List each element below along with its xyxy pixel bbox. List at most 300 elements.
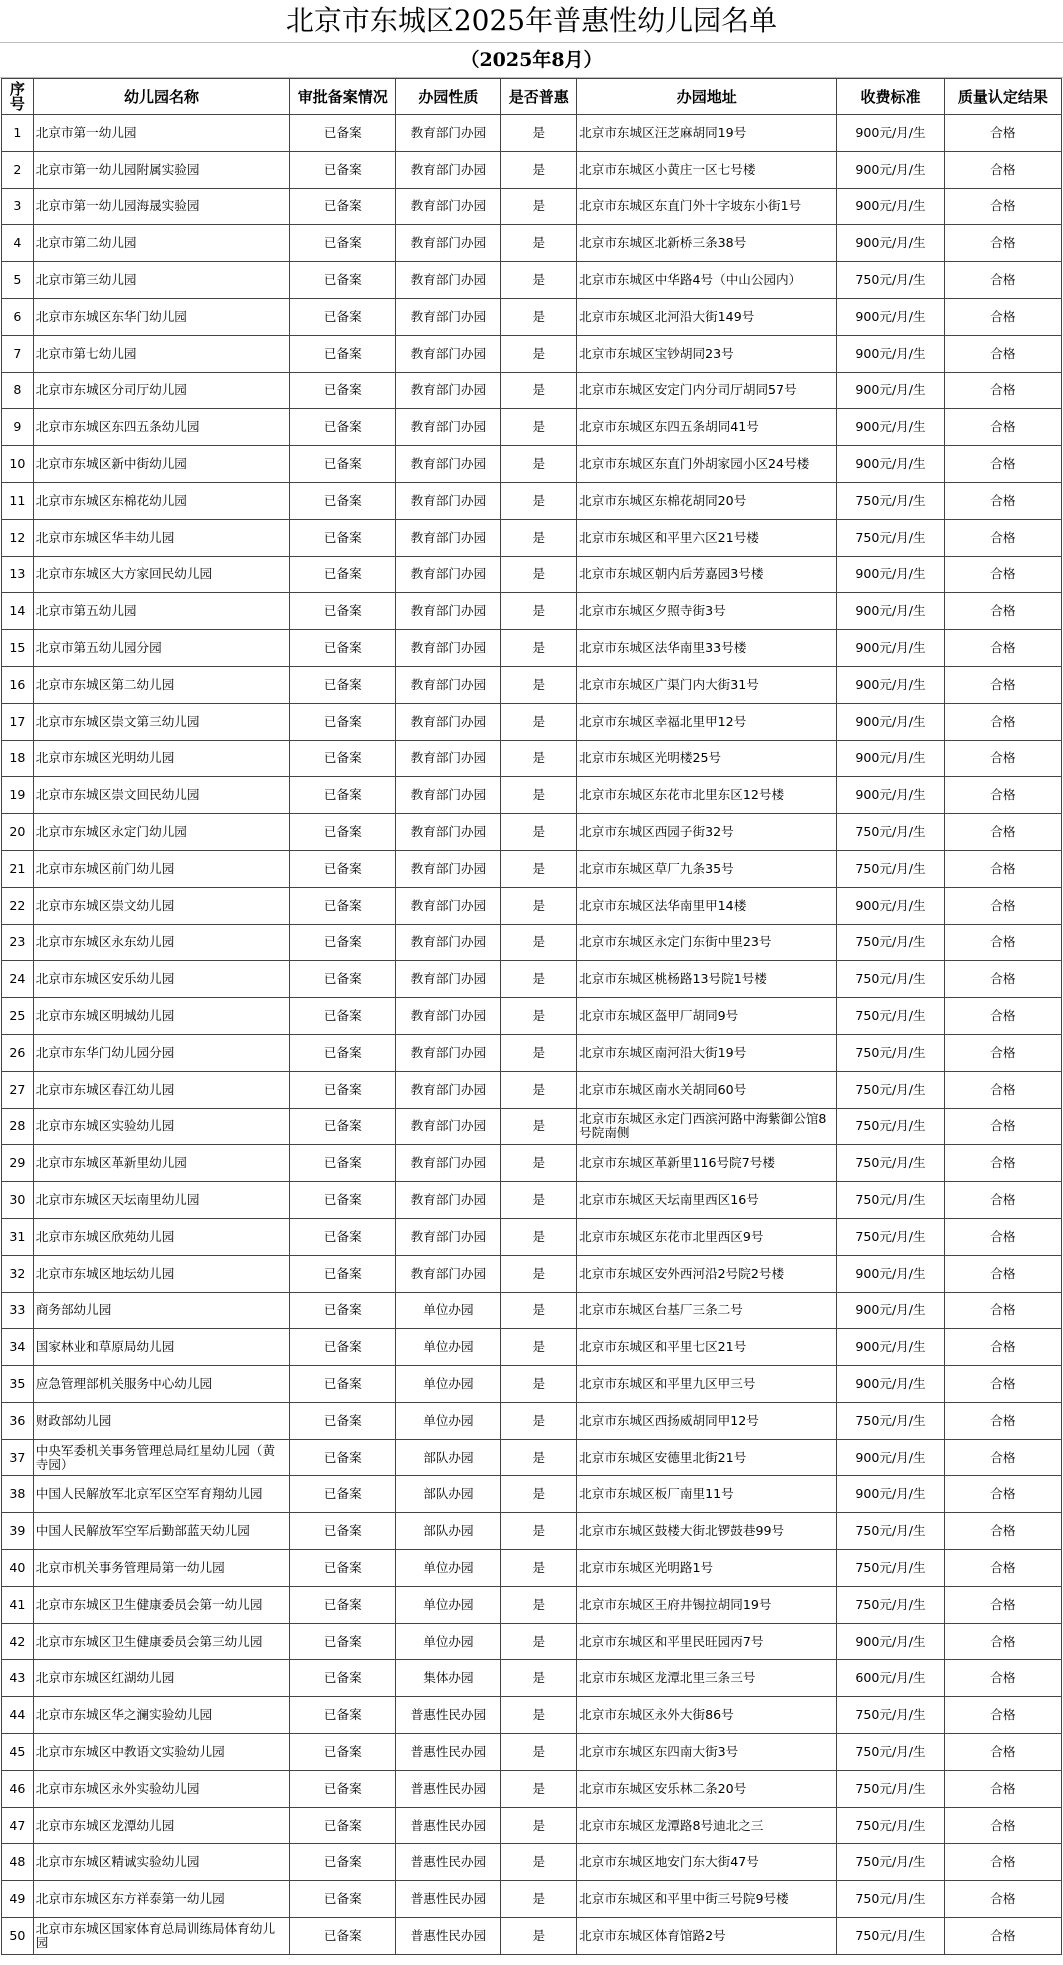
cell-approval: 已备案: [290, 1292, 396, 1329]
cell-inclusive: 是: [501, 1513, 577, 1550]
cell-approval: 已备案: [290, 887, 396, 924]
page-title: 北京市东城区2025年普惠性幼儿园名单: [0, 0, 1063, 43]
cell-type: 教育部门办园: [396, 115, 501, 152]
cell-approval: 已备案: [290, 1660, 396, 1697]
cell-fee: 900元/月/生: [837, 1623, 944, 1660]
cell-seq: 44: [2, 1697, 34, 1734]
cell-seq: 8: [2, 372, 34, 409]
cell-address: 北京市东城区朝内后芳嘉园3号楼: [577, 556, 837, 593]
table-row: [2, 556, 1062, 593]
cell-seq: 24: [2, 961, 34, 998]
cell-seq: 48: [2, 1844, 34, 1881]
cell-quality: 合格: [944, 1218, 1061, 1255]
cell-approval: 已备案: [290, 1329, 396, 1366]
cell-quality: 合格: [944, 482, 1061, 519]
table-row: [2, 262, 1062, 299]
cell-seq: 4: [2, 225, 34, 262]
cell-seq: 42: [2, 1623, 34, 1660]
cell-inclusive: 是: [501, 335, 577, 372]
cell-inclusive: 是: [501, 777, 577, 814]
cell-address: 北京市东城区宝钞胡同23号: [577, 335, 837, 372]
cell-inclusive: 是: [501, 1402, 577, 1439]
cell-seq: 10: [2, 446, 34, 483]
table-row: [2, 593, 1062, 630]
cell-inclusive: 是: [501, 924, 577, 961]
cell-name: 国家林业和草原局幼儿园: [33, 1329, 289, 1366]
cell-seq: 45: [2, 1734, 34, 1771]
cell-approval: 已备案: [290, 703, 396, 740]
cell-approval: 已备案: [290, 593, 396, 630]
cell-type: 普惠性民办园: [396, 1881, 501, 1918]
table-row: [2, 335, 1062, 372]
cell-seq: 22: [2, 887, 34, 924]
cell-fee: 900元/月/生: [837, 188, 944, 225]
cell-type: 单位办园: [396, 1366, 501, 1403]
cell-address: 北京市东城区安定门内分司厅胡同57号: [577, 372, 837, 409]
cell-seq: 19: [2, 777, 34, 814]
cell-name: 北京市东城区大方家回民幼儿园: [33, 556, 289, 593]
cell-name: 北京市东城区实验幼儿园: [33, 1108, 289, 1145]
cell-quality: 合格: [944, 1329, 1061, 1366]
cell-type: 教育部门办园: [396, 1182, 501, 1219]
header-type: 办园性质: [396, 79, 501, 115]
cell-address: 北京市东城区小黄庄一区七号楼: [577, 151, 837, 188]
cell-name: 北京市东城区欣苑幼儿园: [33, 1218, 289, 1255]
table-row: [2, 1513, 1062, 1550]
cell-name: 北京市东城区安乐幼儿园: [33, 961, 289, 998]
cell-quality: 合格: [944, 1550, 1061, 1587]
cell-seq: 35: [2, 1366, 34, 1403]
table-row: [2, 1807, 1062, 1844]
cell-inclusive: 是: [501, 115, 577, 152]
cell-quality: 合格: [944, 850, 1061, 887]
cell-name: 北京市第一幼儿园海晟实验园: [33, 188, 289, 225]
cell-name: 北京市东城区永外实验幼儿园: [33, 1770, 289, 1807]
cell-fee: 900元/月/生: [837, 298, 944, 335]
cell-inclusive: 是: [501, 151, 577, 188]
cell-seq: 3: [2, 188, 34, 225]
cell-inclusive: 是: [501, 887, 577, 924]
cell-quality: 合格: [944, 887, 1061, 924]
table-row: [2, 961, 1062, 998]
cell-type: 教育部门办园: [396, 630, 501, 667]
table-row: [2, 850, 1062, 887]
cell-approval: 已备案: [290, 1734, 396, 1771]
table-row: [2, 1071, 1062, 1108]
cell-quality: 合格: [944, 151, 1061, 188]
cell-approval: 已备案: [290, 777, 396, 814]
cell-seq: 33: [2, 1292, 34, 1329]
cell-name: 北京市东城区永定门幼儿园: [33, 814, 289, 851]
cell-address: 北京市东城区地安门东大街47号: [577, 1844, 837, 1881]
cell-fee: 750元/月/生: [837, 1034, 944, 1071]
table-row: [2, 446, 1062, 483]
cell-fee: 750元/月/生: [837, 262, 944, 299]
table-row: [2, 1292, 1062, 1329]
header-address: 办园地址: [577, 79, 837, 115]
cell-approval: 已备案: [290, 1881, 396, 1918]
cell-fee: 750元/月/生: [837, 814, 944, 851]
cell-seq: 41: [2, 1586, 34, 1623]
cell-type: 教育部门办园: [396, 409, 501, 446]
cell-name: 北京市东城区东四五条幼儿园: [33, 409, 289, 446]
cell-address: 北京市东城区和平里民旺园丙7号: [577, 1623, 837, 1660]
cell-name: 北京市东城区卫生健康委员会第三幼儿园: [33, 1623, 289, 1660]
cell-address: 北京市东城区东直门外胡家园小区24号楼: [577, 446, 837, 483]
cell-quality: 合格: [944, 1476, 1061, 1513]
cell-approval: 已备案: [290, 1218, 396, 1255]
cell-inclusive: 是: [501, 1366, 577, 1403]
cell-approval: 已备案: [290, 1439, 396, 1476]
table-row: [2, 740, 1062, 777]
table-body: [2, 115, 1062, 1955]
cell-fee: 900元/月/生: [837, 372, 944, 409]
cell-name: 北京市东城区崇文幼儿园: [33, 887, 289, 924]
cell-type: 教育部门办园: [396, 1145, 501, 1182]
cell-approval: 已备案: [290, 446, 396, 483]
cell-fee: 750元/月/生: [837, 924, 944, 961]
cell-address: 北京市东城区夕照寺街3号: [577, 593, 837, 630]
table-row: [2, 188, 1062, 225]
cell-seq: 50: [2, 1918, 34, 1955]
cell-quality: 合格: [944, 1660, 1061, 1697]
cell-fee: 750元/月/生: [837, 1770, 944, 1807]
cell-address: 北京市东城区鼓楼大街北锣鼓巷99号: [577, 1513, 837, 1550]
table-row: [2, 1623, 1062, 1660]
cell-type: 部队办园: [396, 1439, 501, 1476]
cell-type: 教育部门办园: [396, 593, 501, 630]
cell-quality: 合格: [944, 1145, 1061, 1182]
table-row: [2, 666, 1062, 703]
cell-inclusive: 是: [501, 519, 577, 556]
cell-inclusive: 是: [501, 446, 577, 483]
cell-inclusive: 是: [501, 1218, 577, 1255]
cell-quality: 合格: [944, 703, 1061, 740]
cell-type: 教育部门办园: [396, 850, 501, 887]
cell-address: 北京市东城区永外大街86号: [577, 1697, 837, 1734]
cell-address: 北京市东城区汪芝麻胡同19号: [577, 115, 837, 152]
cell-seq: 29: [2, 1145, 34, 1182]
cell-name: 北京市第三幼儿园: [33, 262, 289, 299]
cell-fee: 900元/月/生: [837, 1476, 944, 1513]
cell-seq: 18: [2, 740, 34, 777]
cell-type: 教育部门办园: [396, 777, 501, 814]
cell-name: 北京市东城区地坛幼儿园: [33, 1255, 289, 1292]
cell-type: 普惠性民办园: [396, 1807, 501, 1844]
cell-fee: 900元/月/生: [837, 1439, 944, 1476]
cell-quality: 合格: [944, 777, 1061, 814]
cell-inclusive: 是: [501, 740, 577, 777]
cell-address: 北京市东城区王府井锡拉胡同19号: [577, 1586, 837, 1623]
cell-inclusive: 是: [501, 1255, 577, 1292]
cell-inclusive: 是: [501, 814, 577, 851]
table-row: [2, 630, 1062, 667]
cell-name: 北京市东城区国家体育总局训练局体育幼儿园: [33, 1918, 289, 1955]
cell-fee: 900元/月/生: [837, 225, 944, 262]
cell-inclusive: 是: [501, 482, 577, 519]
cell-quality: 合格: [944, 1586, 1061, 1623]
cell-type: 部队办园: [396, 1513, 501, 1550]
cell-approval: 已备案: [290, 1807, 396, 1844]
table-row: [2, 1182, 1062, 1219]
cell-quality: 合格: [944, 1402, 1061, 1439]
table-row: [2, 1550, 1062, 1587]
table-row: [2, 225, 1062, 262]
cell-approval: 已备案: [290, 298, 396, 335]
cell-address: 北京市东城区永定门西滨河路中海紫御公馆8号院南侧: [577, 1108, 837, 1145]
cell-fee: 750元/月/生: [837, 1182, 944, 1219]
cell-address: 北京市东城区天坛南里西区16号: [577, 1182, 837, 1219]
cell-fee: 900元/月/生: [837, 740, 944, 777]
cell-approval: 已备案: [290, 1918, 396, 1955]
cell-address: 北京市东城区东四南大街3号: [577, 1734, 837, 1771]
table-row: [2, 1476, 1062, 1513]
cell-inclusive: 是: [501, 1182, 577, 1219]
cell-name: 北京市第二幼儿园: [33, 225, 289, 262]
cell-quality: 合格: [944, 409, 1061, 446]
cell-name: 北京市东城区崇文回民幼儿园: [33, 777, 289, 814]
cell-inclusive: 是: [501, 666, 577, 703]
cell-seq: 17: [2, 703, 34, 740]
cell-type: 普惠性民办园: [396, 1734, 501, 1771]
cell-name: 北京市东城区红湖幼儿园: [33, 1660, 289, 1697]
cell-inclusive: 是: [501, 1623, 577, 1660]
cell-address: 北京市东城区东直门外十字坡东小街1号: [577, 188, 837, 225]
cell-approval: 已备案: [290, 1513, 396, 1550]
cell-type: 单位办园: [396, 1586, 501, 1623]
cell-seq: 23: [2, 924, 34, 961]
cell-approval: 已备案: [290, 1108, 396, 1145]
cell-type: 教育部门办园: [396, 298, 501, 335]
cell-name: 财政部幼儿园: [33, 1402, 289, 1439]
cell-type: 教育部门办园: [396, 151, 501, 188]
table-row: [2, 1770, 1062, 1807]
cell-address: 北京市东城区南河沿大街19号: [577, 1034, 837, 1071]
cell-seq: 32: [2, 1255, 34, 1292]
cell-inclusive: 是: [501, 1734, 577, 1771]
cell-address: 北京市东城区法华南里甲14楼: [577, 887, 837, 924]
cell-approval: 已备案: [290, 814, 396, 851]
cell-fee: 900元/月/生: [837, 593, 944, 630]
cell-fee: 750元/月/生: [837, 1734, 944, 1771]
cell-seq: 28: [2, 1108, 34, 1145]
cell-fee: 900元/月/生: [837, 777, 944, 814]
header-name: 幼儿园名称: [33, 79, 289, 115]
cell-name: 北京市东城区永东幼儿园: [33, 924, 289, 961]
cell-approval: 已备案: [290, 740, 396, 777]
cell-fee: 900元/月/生: [837, 666, 944, 703]
cell-approval: 已备案: [290, 924, 396, 961]
cell-type: 教育部门办园: [396, 482, 501, 519]
cell-address: 北京市东城区安外西河沿2号院2号楼: [577, 1255, 837, 1292]
cell-type: 普惠性民办园: [396, 1770, 501, 1807]
cell-seq: 11: [2, 482, 34, 519]
cell-seq: 16: [2, 666, 34, 703]
cell-type: 单位办园: [396, 1292, 501, 1329]
table-row: [2, 998, 1062, 1035]
cell-fee: 750元/月/生: [837, 1108, 944, 1145]
cell-fee: 600元/月/生: [837, 1660, 944, 1697]
kindergarten-table: [1, 78, 1062, 1955]
cell-name: 北京市机关事务管理局第一幼儿园: [33, 1550, 289, 1587]
cell-quality: 合格: [944, 1182, 1061, 1219]
header-inclusive: 是否普惠: [501, 79, 577, 115]
cell-address: 北京市东城区南水关胡同60号: [577, 1071, 837, 1108]
cell-seq: 26: [2, 1034, 34, 1071]
cell-type: 普惠性民办园: [396, 1844, 501, 1881]
cell-address: 北京市东城区幸福北里甲12号: [577, 703, 837, 740]
cell-seq: 6: [2, 298, 34, 335]
table-row: [2, 1697, 1062, 1734]
cell-quality: 合格: [944, 961, 1061, 998]
cell-fee: 750元/月/生: [837, 1697, 944, 1734]
cell-type: 教育部门办园: [396, 519, 501, 556]
cell-type: 部队办园: [396, 1476, 501, 1513]
cell-approval: 已备案: [290, 335, 396, 372]
cell-inclusive: 是: [501, 1071, 577, 1108]
cell-address: 北京市东城区盔甲厂胡同9号: [577, 998, 837, 1035]
cell-address: 北京市东城区西扬威胡同甲12号: [577, 1402, 837, 1439]
cell-address: 北京市东城区和平里七区21号: [577, 1329, 837, 1366]
cell-name: 北京市东城区卫生健康委员会第一幼儿园: [33, 1586, 289, 1623]
cell-approval: 已备案: [290, 482, 396, 519]
cell-name: 北京市东城区精诚实验幼儿园: [33, 1844, 289, 1881]
cell-seq: 15: [2, 630, 34, 667]
cell-inclusive: 是: [501, 262, 577, 299]
cell-name: 北京市东城区分司厅幼儿园: [33, 372, 289, 409]
header-approval: 审批备案情况: [290, 79, 396, 115]
cell-inclusive: 是: [501, 188, 577, 225]
cell-fee: 900元/月/生: [837, 446, 944, 483]
cell-fee: 750元/月/生: [837, 1513, 944, 1550]
cell-type: 教育部门办园: [396, 262, 501, 299]
cell-name: 北京市东城区华之澜实验幼儿园: [33, 1697, 289, 1734]
cell-name: 应急管理部机关服务中心幼儿园: [33, 1366, 289, 1403]
cell-approval: 已备案: [290, 1623, 396, 1660]
cell-name: 北京市第五幼儿园分园: [33, 630, 289, 667]
cell-name: 北京市东城区东方祥泰第一幼儿园: [33, 1881, 289, 1918]
cell-approval: 已备案: [290, 151, 396, 188]
cell-fee: 900元/月/生: [837, 409, 944, 446]
cell-seq: 37: [2, 1439, 34, 1476]
cell-type: 教育部门办园: [396, 335, 501, 372]
cell-inclusive: 是: [501, 1660, 577, 1697]
cell-address: 北京市东城区体育馆路2号: [577, 1918, 837, 1955]
cell-fee: 900元/月/生: [837, 630, 944, 667]
cell-address: 北京市东城区北新桥三条38号: [577, 225, 837, 262]
cell-approval: 已备案: [290, 1844, 396, 1881]
cell-inclusive: 是: [501, 1881, 577, 1918]
header-quality: 质量认定结果: [944, 79, 1061, 115]
cell-name: 中央军委机关事务管理总局红星幼儿园（黄寺园）: [33, 1439, 289, 1476]
cell-quality: 合格: [944, 1770, 1061, 1807]
cell-seq: 40: [2, 1550, 34, 1587]
cell-approval: 已备案: [290, 1550, 396, 1587]
table-row: [2, 519, 1062, 556]
cell-type: 普惠性民办园: [396, 1918, 501, 1955]
table-row: [2, 1881, 1062, 1918]
cell-inclusive: 是: [501, 961, 577, 998]
cell-inclusive: 是: [501, 409, 577, 446]
cell-quality: 合格: [944, 1292, 1061, 1329]
cell-type: 教育部门办园: [396, 666, 501, 703]
cell-name: 北京市东城区天坛南里幼儿园: [33, 1182, 289, 1219]
table-row: [2, 1145, 1062, 1182]
cell-address: 北京市东城区龙潭北里三条三号: [577, 1660, 837, 1697]
cell-quality: 合格: [944, 225, 1061, 262]
cell-approval: 已备案: [290, 1697, 396, 1734]
cell-quality: 合格: [944, 1071, 1061, 1108]
cell-quality: 合格: [944, 1807, 1061, 1844]
cell-approval: 已备案: [290, 519, 396, 556]
cell-fee: 750元/月/生: [837, 1218, 944, 1255]
cell-quality: 合格: [944, 666, 1061, 703]
cell-quality: 合格: [944, 1734, 1061, 1771]
table-row: [2, 1108, 1062, 1145]
cell-seq: 12: [2, 519, 34, 556]
cell-type: 教育部门办园: [396, 961, 501, 998]
cell-type: 教育部门办园: [396, 225, 501, 262]
table-row: [2, 1255, 1062, 1292]
cell-inclusive: 是: [501, 1807, 577, 1844]
table-row: [2, 1734, 1062, 1771]
table-header-row: [2, 79, 1062, 115]
cell-inclusive: 是: [501, 1292, 577, 1329]
cell-fee: 900元/月/生: [837, 703, 944, 740]
cell-type: 单位办园: [396, 1550, 501, 1587]
table-row: [2, 482, 1062, 519]
cell-address: 北京市东城区法华南里33号楼: [577, 630, 837, 667]
cell-address: 北京市东城区光明楼25号: [577, 740, 837, 777]
cell-fee: 900元/月/生: [837, 887, 944, 924]
cell-inclusive: 是: [501, 593, 577, 630]
cell-type: 教育部门办园: [396, 1255, 501, 1292]
table-row: [2, 298, 1062, 335]
cell-inclusive: 是: [501, 225, 577, 262]
cell-fee: 900元/月/生: [837, 1329, 944, 1366]
cell-seq: 7: [2, 335, 34, 372]
table-row: [2, 1586, 1062, 1623]
cell-fee: 750元/月/生: [837, 1844, 944, 1881]
cell-seq: 9: [2, 409, 34, 446]
cell-address: 北京市东城区安乐林二条20号: [577, 1770, 837, 1807]
cell-seq: 39: [2, 1513, 34, 1550]
table-row: [2, 151, 1062, 188]
cell-seq: 21: [2, 850, 34, 887]
cell-seq: 5: [2, 262, 34, 299]
cell-type: 教育部门办园: [396, 1108, 501, 1145]
cell-approval: 已备案: [290, 998, 396, 1035]
table-row: [2, 703, 1062, 740]
cell-fee: 900元/月/生: [837, 556, 944, 593]
cell-fee: 750元/月/生: [837, 1550, 944, 1587]
cell-approval: 已备案: [290, 115, 396, 152]
table-row: [2, 409, 1062, 446]
cell-name: 中国人民解放军空军后勤部蓝天幼儿园: [33, 1513, 289, 1550]
cell-inclusive: 是: [501, 1145, 577, 1182]
cell-quality: 合格: [944, 998, 1061, 1035]
cell-approval: 已备案: [290, 188, 396, 225]
cell-seq: 25: [2, 998, 34, 1035]
cell-quality: 合格: [944, 814, 1061, 851]
cell-seq: 14: [2, 593, 34, 630]
cell-fee: 750元/月/生: [837, 1807, 944, 1844]
cell-address: 北京市东城区东棉花胡同20号: [577, 482, 837, 519]
cell-approval: 已备案: [290, 409, 396, 446]
cell-seq: 36: [2, 1402, 34, 1439]
cell-address: 北京市东城区北河沿大街149号: [577, 298, 837, 335]
cell-quality: 合格: [944, 298, 1061, 335]
